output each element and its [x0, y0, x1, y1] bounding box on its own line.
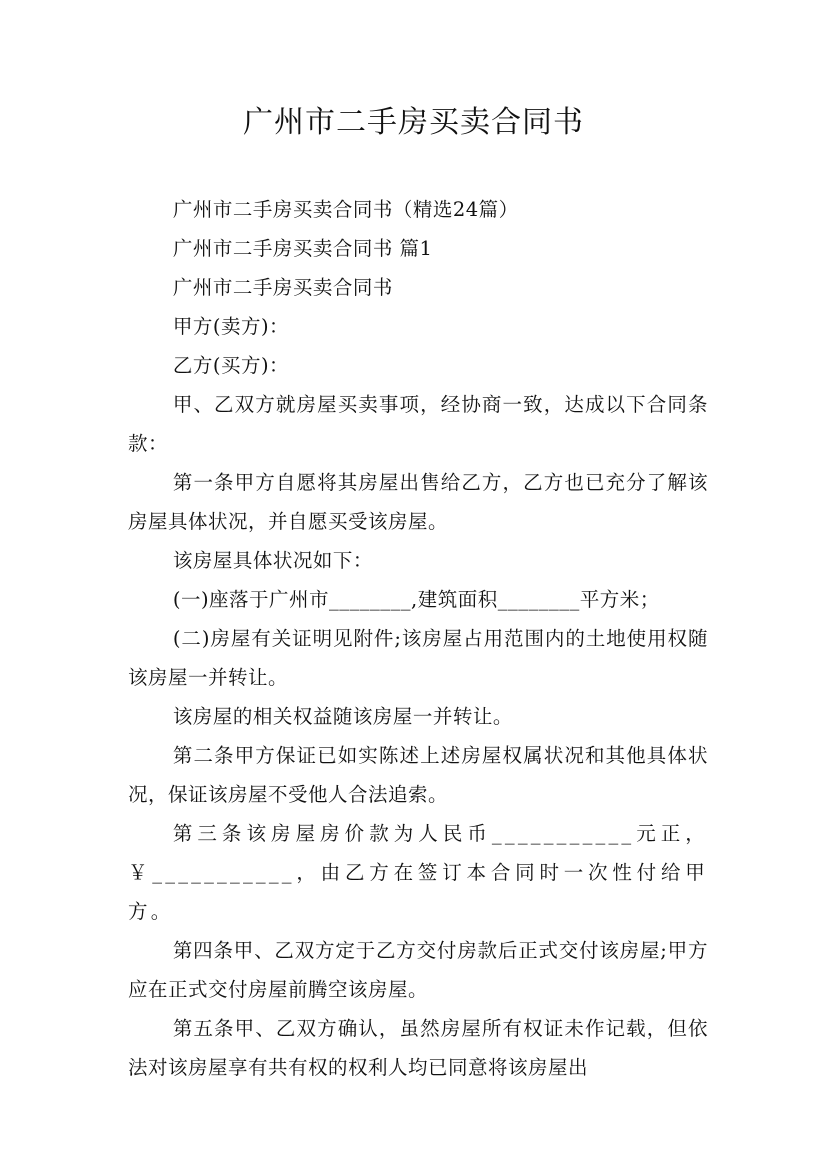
paragraph-article-2: 第二条甲方保证已如实陈述上述房屋权属状况和其他具体状况，保证该房屋不受他人合法追索。 — [128, 744, 708, 806]
paragraph-article-1: 第一条甲方自愿将其房屋出售给乙方，乙方也已充分了解该房屋具体状况，并自愿买受该房屋。 — [128, 471, 708, 533]
paragraph-contract-name: 广州市二手房买卖合同书 — [172, 276, 393, 299]
paragraph-preamble: 甲、乙双方就房屋买卖事项，经协商一致，达成以下合同条款： — [128, 393, 708, 455]
paragraph-chapter-heading: 广州市二手房买卖合同书 篇1 — [172, 237, 433, 260]
paragraph-article-5: 第五条甲、乙双方确认，虽然房屋所有权证未作记载，但依法对该房屋享有共有权的权利人均已同意将该房屋出 — [128, 1017, 708, 1079]
paragraph-article-3: 第三条该房屋房价款为人民币___________元正，￥___________，由乙方在签订本合同时一次性付给甲方。 — [128, 822, 708, 923]
paragraph-party-a: 甲方(卖方)： — [172, 315, 290, 338]
paragraph-collection-title: 广州市二手房买卖合同书（精选24篇） — [172, 198, 519, 221]
paragraph-party-b: 乙方(买方)： — [172, 354, 290, 377]
paragraph-property-certificates: (二)房屋有关证明见附件;该房屋占用范围内的土地使用权随该房屋一并转让。 — [128, 627, 708, 689]
paragraph-related-rights: 该房屋的相关权益随该房屋一并转让。 — [172, 705, 513, 728]
paragraph-property-location: (一)座落于广州市________,建筑面积________平方米； — [172, 588, 660, 611]
paragraph-article-4: 第四条甲、乙双方定于乙方交付房款后正式交付该房屋;甲方应在正式交付房屋前腾空该房屋。 — [128, 939, 708, 1001]
document-body — [128, 190, 708, 1087]
paragraph-property-details-intro: 该房屋具体状况如下： — [172, 549, 373, 572]
document-title: 广州市二手房买卖合同书 — [243, 105, 584, 140]
